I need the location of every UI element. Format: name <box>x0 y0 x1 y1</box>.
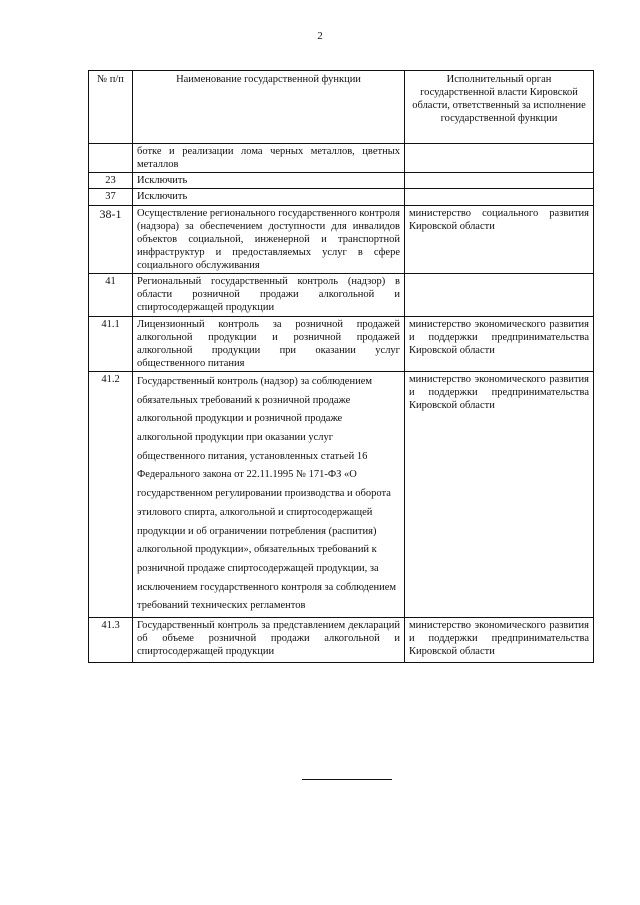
row-num: 37 <box>89 189 133 205</box>
row-org <box>405 144 594 173</box>
header-name: Наименование государственной функции <box>133 71 405 144</box>
row-name: Региональный государственный контроль (надзор) в области розничной продажи алкогольной и спиртосодержащей продукции <box>133 274 405 316</box>
table-row <box>89 144 594 173</box>
row-org: министерство экономического развития и поддержки предпринимательства Кировской области <box>405 316 594 372</box>
row-num: 41.2 <box>89 372 133 618</box>
table-row <box>89 189 594 205</box>
row-name: Лицензионный контроль за розничной продажей алкогольной продукции и розничной продажей алкогольной продукции при оказании услуг общественного питания <box>133 316 405 372</box>
row-num: 38-1 <box>89 205 133 274</box>
row-name: Осуществление регионального государственного контроля (надзора) за обеспечением доступности для инвалидов объектов социальной, инженерной и транспортной инфраструктур и предоставляемых услуг в сфере социального обслуживания <box>133 205 405 274</box>
table-row <box>89 316 594 372</box>
row-num <box>89 144 133 173</box>
row-org: министерство экономического развития и поддержки предпринимательства Кировской области <box>405 372 594 618</box>
row-org <box>405 274 594 316</box>
page-number: 2 <box>317 30 323 42</box>
government-functions-table <box>88 70 594 663</box>
row-name: Исключить <box>133 173 405 189</box>
table-row <box>89 372 594 618</box>
table-row <box>89 205 594 274</box>
row-name: Государственный контроль (надзор) за соблюдением обязательных требований к розничной продаже алкогольной продукции и розничной продаже алкогольной продукции при оказании услуг общественного питания, установленных статьей 16 Федерального закона от 22.11.1995 № 171-ФЗ «О государственном регулировании производства и оборота этилового спирта, алкогольной и спиртосодержащей продукции и об ограничении потребления (распития) алкогольной продукции», обязательных требований к розничной продаже спиртосодержащей продукции, за исключением государственного контроля за соблюдением требований технических регламентов <box>133 372 405 618</box>
header-org: Исполнительный орган государственной власти Кировской области, ответственный за исполнение государственной функции <box>405 71 594 144</box>
table-header-row <box>89 71 594 144</box>
table-row <box>89 274 594 316</box>
row-num: 41.3 <box>89 617 133 662</box>
table-row <box>89 617 594 662</box>
row-num: 41.1 <box>89 316 133 372</box>
row-num: 41 <box>89 274 133 316</box>
row-num: 23 <box>89 173 133 189</box>
header-num: № п/п <box>89 71 133 144</box>
row-org <box>405 173 594 189</box>
row-org: министерство экономического развития и поддержки предпринимательства Кировской области <box>405 617 594 662</box>
row-org <box>405 189 594 205</box>
row-name: Государственный контроль за представлением деклараций об объеме розничной продажи алкогольной и спиртосодержащей продукции <box>133 617 405 662</box>
row-name: Исключить <box>133 189 405 205</box>
footer-divider <box>302 779 392 780</box>
row-org: министерство социального развития Кировской области <box>405 205 594 274</box>
row-name: ботке и реализации лома черных металлов, цветных металлов <box>133 144 405 173</box>
table-row <box>89 173 594 189</box>
